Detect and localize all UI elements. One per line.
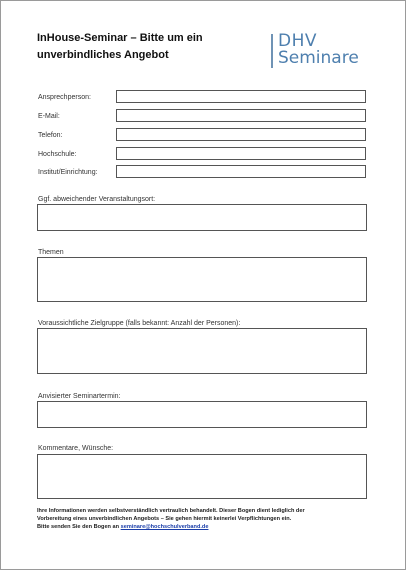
institution-label: Institut/Einrichtung: (38, 169, 98, 176)
footer-line-1: Ihre Informationen werden selbstverständlich vertraulich behandelt. Dieser Bogen dient lediglich der (37, 508, 305, 514)
footer-line-2: Vorbereitung eines unverbindlichen Angebots – Sie gehen hiermit keinerlei Verpflichtungen ein. (37, 516, 292, 522)
topics-field[interactable] (37, 257, 367, 302)
dhv-seminare-logo (271, 32, 381, 68)
seminar-date-label: Anvisierter Seminartermin: (38, 393, 121, 400)
footer-line-3-prefix: Bitte senden Sie den Bogen an (37, 524, 120, 530)
title-line-2: unverbindliches Angebot (37, 49, 169, 61)
title-line-1: InHouse-Seminar – Bitte um ein (37, 32, 203, 44)
footer-line-3 (37, 523, 373, 531)
venue-label: Ggf. abweichender Veranstaltungsort: (38, 196, 156, 203)
university-field[interactable] (116, 147, 366, 160)
venue-field[interactable] (37, 204, 367, 231)
target-group-field[interactable] (37, 328, 367, 374)
logo-text-seminare: Seminare (278, 48, 359, 68)
email-field[interactable] (116, 109, 366, 122)
comments-field[interactable] (37, 454, 367, 499)
logo-bar (271, 34, 273, 68)
contact-person-label: Ansprechperson: (38, 94, 91, 101)
email-link[interactable]: seminare@hochschulverband.de (120, 524, 209, 530)
form-title (37, 30, 257, 64)
phone-label: Telefon: (38, 132, 63, 139)
institution-field[interactable] (116, 165, 366, 178)
topics-label: Themen (38, 249, 64, 256)
comments-label: Kommentare, Wünsche: (38, 445, 114, 452)
target-group-label: Voraussichtliche Zielgruppe (falls bekannt: Anzahl der Personen): (38, 320, 241, 327)
contact-person-field[interactable] (116, 90, 366, 103)
university-label: Hochschule: (38, 151, 77, 158)
footer-note (37, 507, 373, 531)
phone-field[interactable] (116, 128, 366, 141)
email-label: E-Mail: (38, 113, 60, 120)
seminar-date-field[interactable] (37, 401, 367, 428)
logo-text-dhv: DHV (278, 31, 318, 51)
